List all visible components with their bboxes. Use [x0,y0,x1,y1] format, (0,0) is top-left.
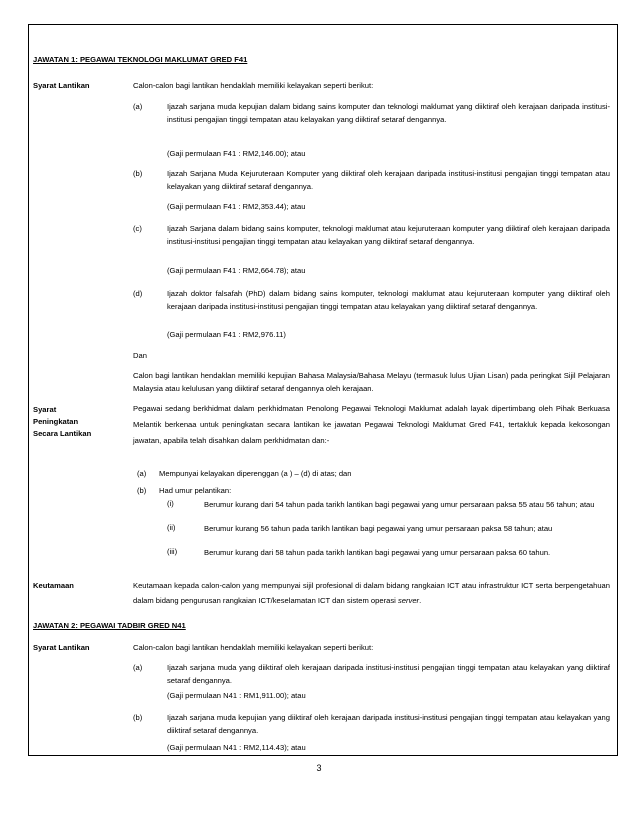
item-text: Ijazah Sarjana dalam bidang sains komputer, teknologi maklumat atau kejuruteraan komputer yang diiktiraf oleh kerajaan daripada institusi-institusi pengajian tinggi tempatan atau kelayakan yang diiktiraf setaraf dengannya. [167,224,610,247]
item-text: Ijazah Sarjana Muda Kejuruteraan Komputer yang diiktiraf oleh kerajaan daripada institusi-institusi pengajian tinggi tempatan atau kelayakan yang diiktiraf setaraf dengannya. [167,169,610,192]
section-2-syarat-label: Syarat Lantikan [33,643,90,652]
condition-a-text: Mempunyai kelayakan diperenggan (a ) – (d) di atas; dan [159,469,352,478]
age-mark: (iii) [167,547,178,556]
item-text: Ijazah sarjana muda yang diiktiraf oleh kerajaan daripada institusi-institusi pengajian tinggi tempatan atau kelayakan yang diiktiraf setaraf dengannya. [167,663,610,686]
item-gaji: (Gaji permulaan F41 : RM2,976.11) [167,330,286,339]
item-mark: (a) [133,102,143,111]
item-text: Ijazah doktor falsafah (PhD) dalam bidang sains komputer, teknologi maklumat atau kejuruteraan komputer yang diiktiraf oleh kerajaan daripada institusi-institusi pengajian tinggi tempatan atau kelayakan yang diiktiraf setaraf dengannya. [167,289,610,312]
section-1-syarat-label: Syarat Lantikan [33,81,90,90]
condition-b-text: Had umur pelantikan: [159,486,232,495]
condition-mark: (b) [137,486,147,495]
section-1-title: JAWATAN 1: PEGAWAI TEKNOLOGI MAKLUMAT GRED F41 [33,55,248,64]
page-number: 3 [316,763,322,773]
bahasa-requirement: Calon bagi lantikan hendaklan memiliki kepujian Bahasa Malaysia/Bahasa Melayu (termasuk lulus Ujian Lisan) pada peringkat Sijil Pelajaran Malaysia atau kelulusan yang diiktiraf setaraf dengannya oleh kerajaan. [133,371,610,394]
keutamaan-server-word: server [397,595,420,605]
dan-text: Dan [133,351,147,360]
peningkatan-label-line-2: Peningkatan [33,417,79,426]
item-gaji: (Gaji permulaan F41 : RM2,146.00); atau [167,149,306,158]
item-mark: (d) [133,289,143,298]
item-mark: (b) [133,713,143,722]
item-gaji: (Gaji permulaan N41 : RM2,114.43); atau [167,743,306,752]
item-mark: (b) [133,169,143,178]
item-mark: (c) [133,224,142,233]
item-gaji: (Gaji permulaan F41 : RM2,353.44); atau [167,202,306,211]
peningkatan-label-line-3: Secara Lantikan [33,429,92,438]
keutamaan-text: Keutamaan kepada calon-calon yang mempunyai sijil profesional di dalam bidang rangkaian ICT atau infrastruktur ICT serta berpengetahuan dalam bidang pengurusan rangkaian ICT/keselamatan ICT dan sistem operasi [133,581,610,605]
peningkatan-label-line-1: Syarat [33,405,57,414]
condition-mark: (a) [137,469,147,478]
item-gaji: (Gaji permulaan F41 : RM2,664.78); atau [167,266,306,275]
section-2-title: JAWATAN 2: PEGAWAI TADBIR GRED N41 [33,621,186,630]
age-mark: (i) [167,499,174,508]
section-1-intro: Calon-calon bagi lantikan hendaklah memiliki kelayakan seperti berikut: [133,81,374,90]
section-2-intro: Calon-calon bagi lantikan hendaklah memiliki kelayakan seperti berikut: [133,643,374,652]
keutamaan-end: . [419,595,422,605]
age-text: Berumur kurang dari 58 tahun pada tarikh lantikan bagi pegawai yang umur persaraan paksa 60 tahun. [204,548,551,557]
keutamaan-paragraph [133,579,610,608]
age-mark: (ii) [167,523,176,532]
item-text: Ijazah sarjana muda kepujian yang diiktiraf oleh kerajaan daripada institusi-institusi pengajian tinggi tempatan atau kelayakan yang diiktiraf setaraf dengannya. [167,713,610,736]
item-gaji: (Gaji permulaan N41 : RM1,911.00); atau [167,691,306,700]
keutamaan-label: Keutamaan [33,581,74,590]
age-text: Berumur kurang 56 tahun pada tarikh lantikan bagi pegawai yang umur persaraan paksa 58 tahun; atau [204,524,553,533]
item-text: Ijazah sarjana muda kepujian dalam bidang sains komputer dan teknologi maklumat yang diiktiraf oleh kerajaan daripada institusi-institusi pengajian tinggi tempatan atau kelayakan yang diiktiraf setaraf dengannya. [167,102,610,125]
item-mark: (a) [133,663,143,672]
peningkatan-text: Pegawai sedang berkhidmat dalam perkhidmatan Penolong Pegawai Teknologi Maklumat adalah layak dipertimbang oleh Pihak Berkuasa Melantik berkenaa untuk peningkatan secara lantikan ke jawatan Pegawai Teknologi Maklumat Gred F41, tertakluk kepada kekosongan jawatan, apabila telah disahkan dalam perkhidmatan dan:- [133,404,610,445]
age-text: Berumur kurang dari 54 tahun pada tarikh lantikan bagi pegawai yang umur persaraan paksa 55 atau 56 tahun; atau [204,500,595,509]
